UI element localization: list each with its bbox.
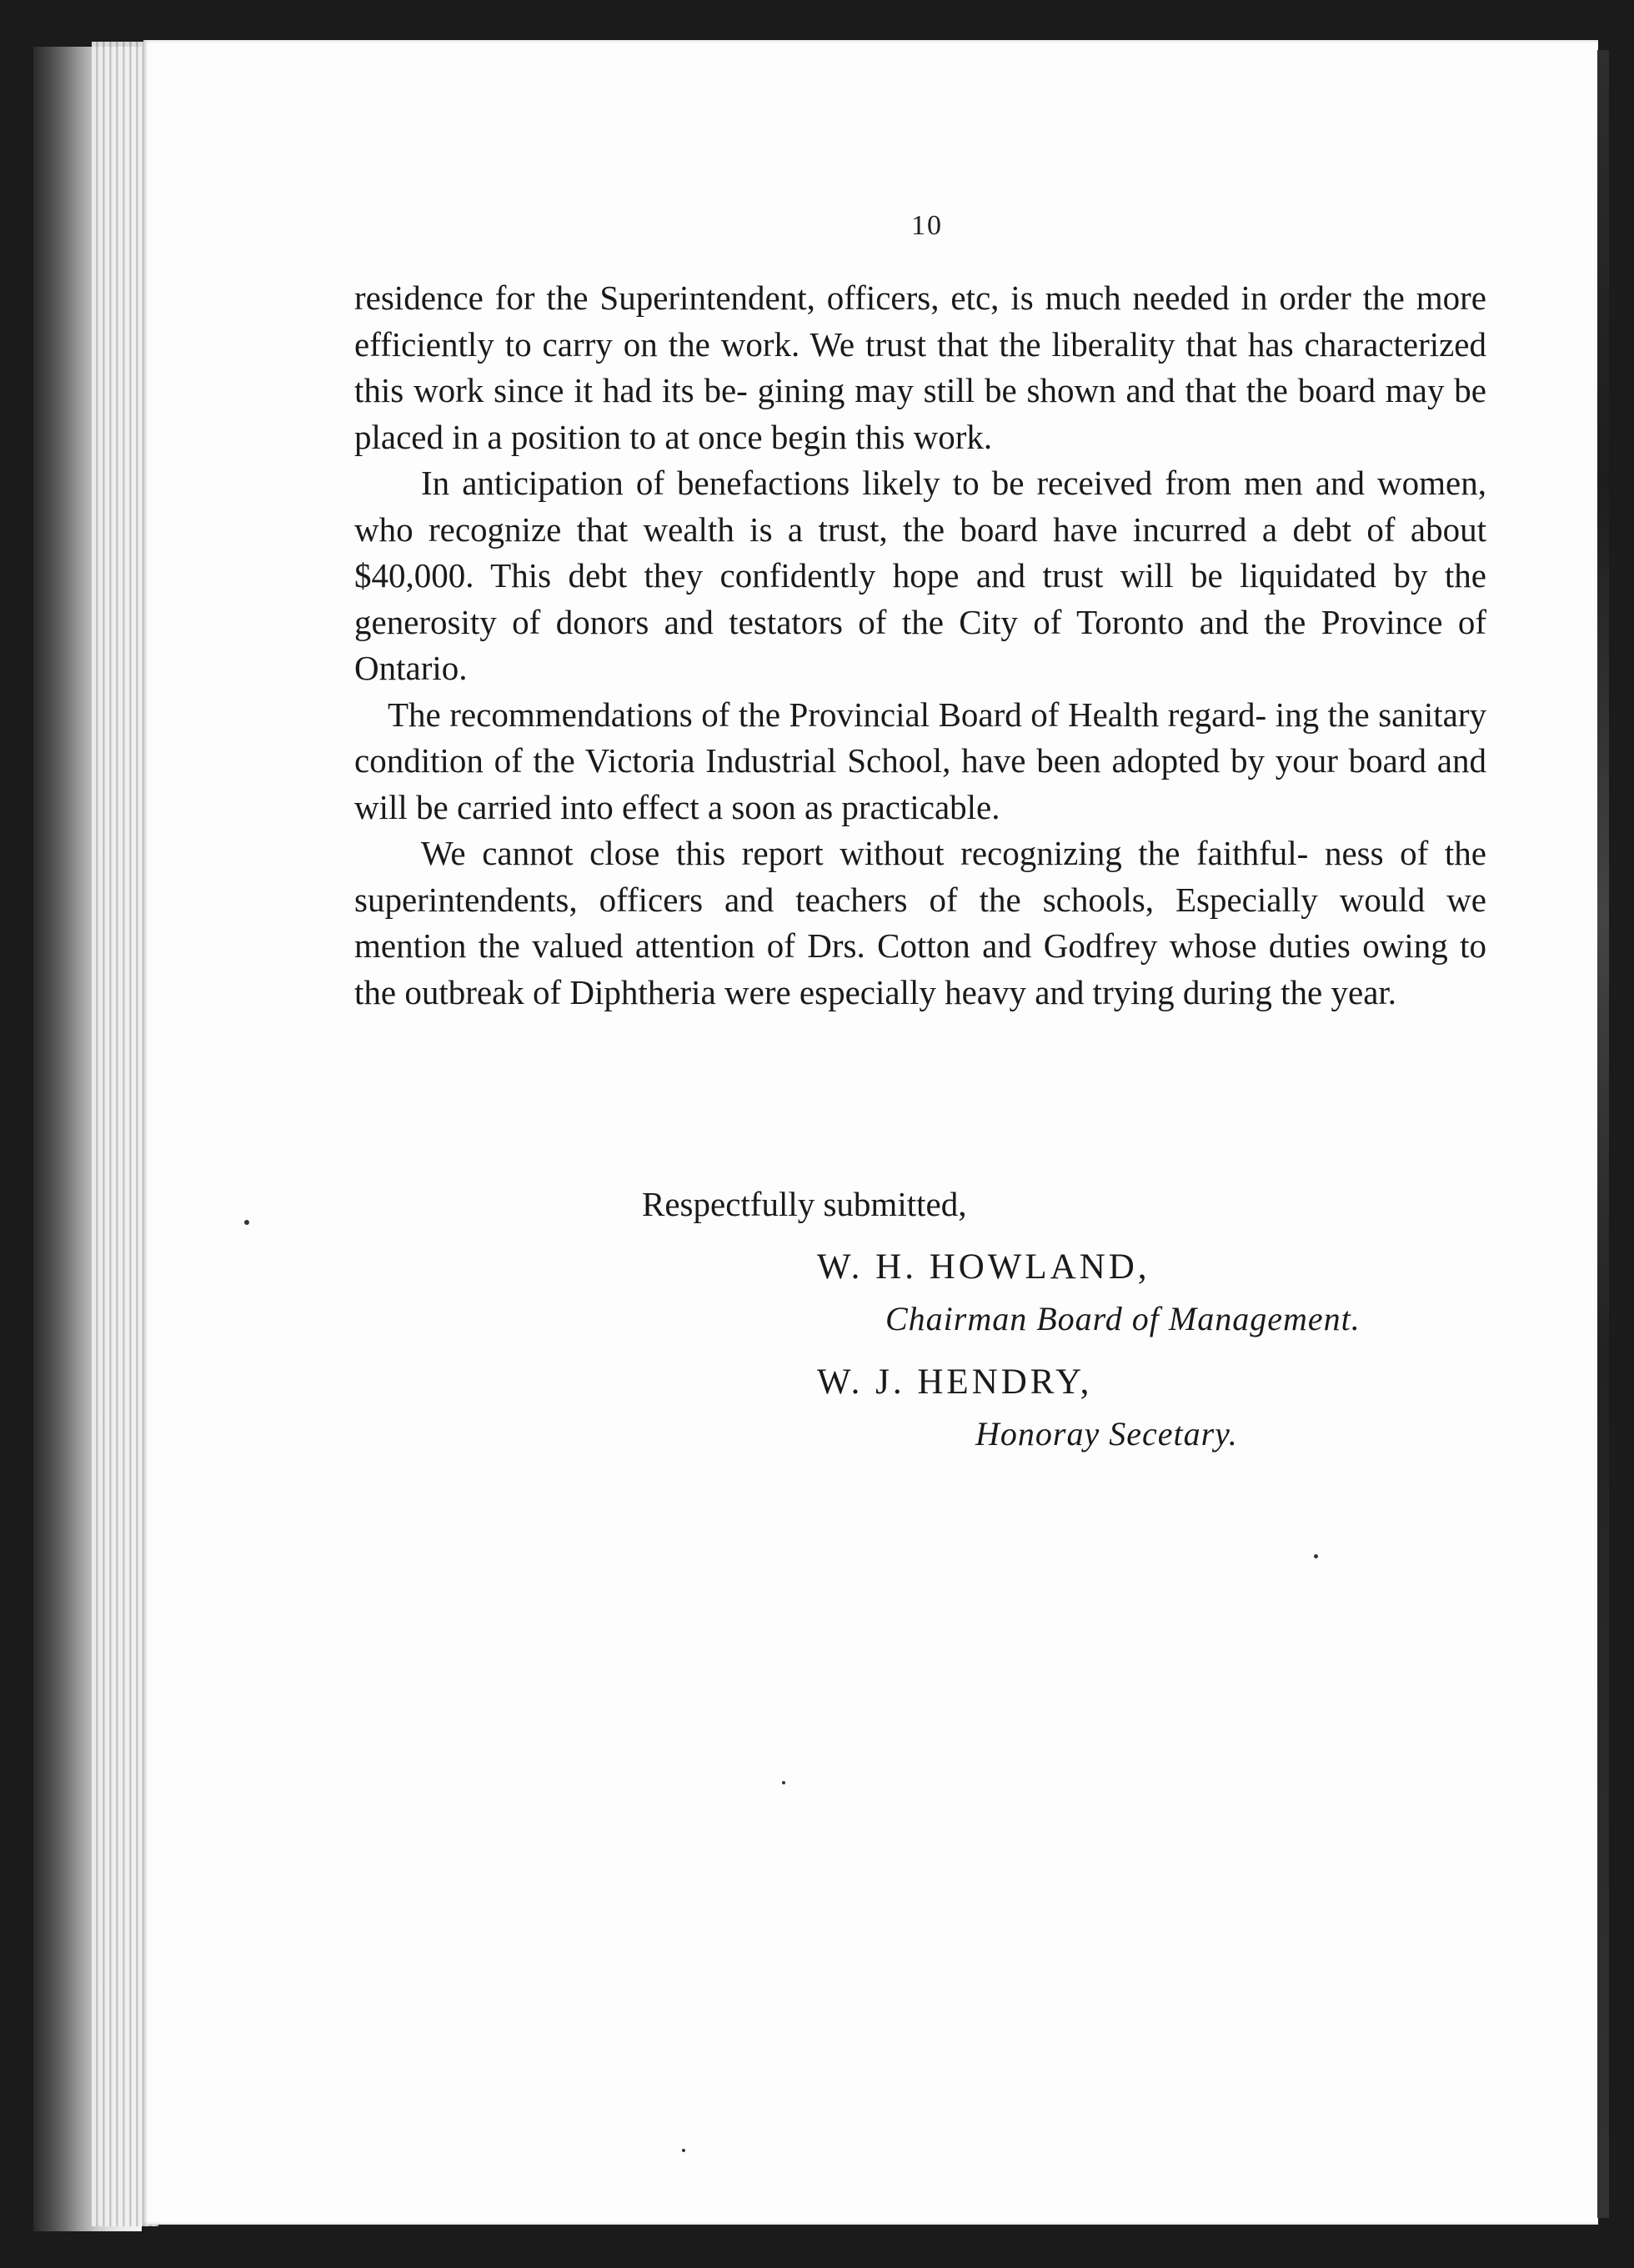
text-line: The recommendations of the Provincial Board of Health regard- (388, 695, 1267, 734)
page-number: 10 (911, 210, 943, 241)
text-line: been adopted by your board and will be carried into effect a (354, 741, 1486, 826)
text-line: and Godfrey whose duties owing to the outbreak of Diphtheria (354, 926, 1486, 1011)
paragraph-acknowledgement (354, 830, 1486, 1016)
paragraph-recommendations (354, 692, 1486, 831)
text-line: hope and trust will be liquidated by the generosity of donors and (354, 556, 1486, 641)
paragraph-benefactions (354, 460, 1486, 692)
scan-speck (682, 2149, 685, 2152)
closing-line: Respectfully submitted, (642, 1185, 967, 1223)
text-line: Especially would we mention the valued attention of Drs. Cotton (354, 880, 1487, 965)
text-line: In anticipation of benefactions likely to be received from men (421, 464, 1303, 502)
text-line: order the more efficiently to carry on the work. We trust that (354, 278, 1486, 364)
scan-speck (1314, 1554, 1318, 1558)
text-line: We cannot close this report without recognizing the faithful- (421, 834, 1309, 872)
text-line: the liberality that has characterized this work since it had its be- (354, 324, 1487, 409)
signatory-name: W. J. HENDRY, (817, 1362, 1093, 1402)
signatory-title: Honoray Secetary. (975, 1415, 1238, 1453)
signatory-name: W. H. HOWLAND, (817, 1247, 1150, 1287)
paragraph-residence (354, 275, 1486, 460)
text-line: incurred a debt of about $40,000. This debt they confidently (354, 509, 1487, 595)
right-page-edge (1597, 50, 1609, 2218)
text-line: gining may still be shown and that the board may be placed in a (354, 371, 1487, 456)
signatory-title: Chairman Board of Management. (885, 1300, 1361, 1337)
text-line: soon as practicable. (731, 787, 1000, 826)
scan-speck (782, 1781, 785, 1784)
text-line: testators of the City of Toronto and the Province of Ontario. (354, 602, 1487, 687)
report-body (354, 275, 1486, 1016)
text-line: and women, who recognize that wealth is a trust, the board have (354, 464, 1487, 549)
text-line: ness of the superintendents, officers and teachers of the schools, (354, 834, 1486, 919)
text-line: position to at once begin this work. (510, 417, 993, 456)
text-line: were especially heavy and trying during the year. (724, 972, 1397, 1011)
text-line: residence for the Superintendent, officers, etc, is much needed in (354, 278, 1268, 317)
text-line: ing the sanitary condition of the Victoria Industrial School, have (354, 695, 1486, 780)
scan-speck (244, 1220, 249, 1225)
